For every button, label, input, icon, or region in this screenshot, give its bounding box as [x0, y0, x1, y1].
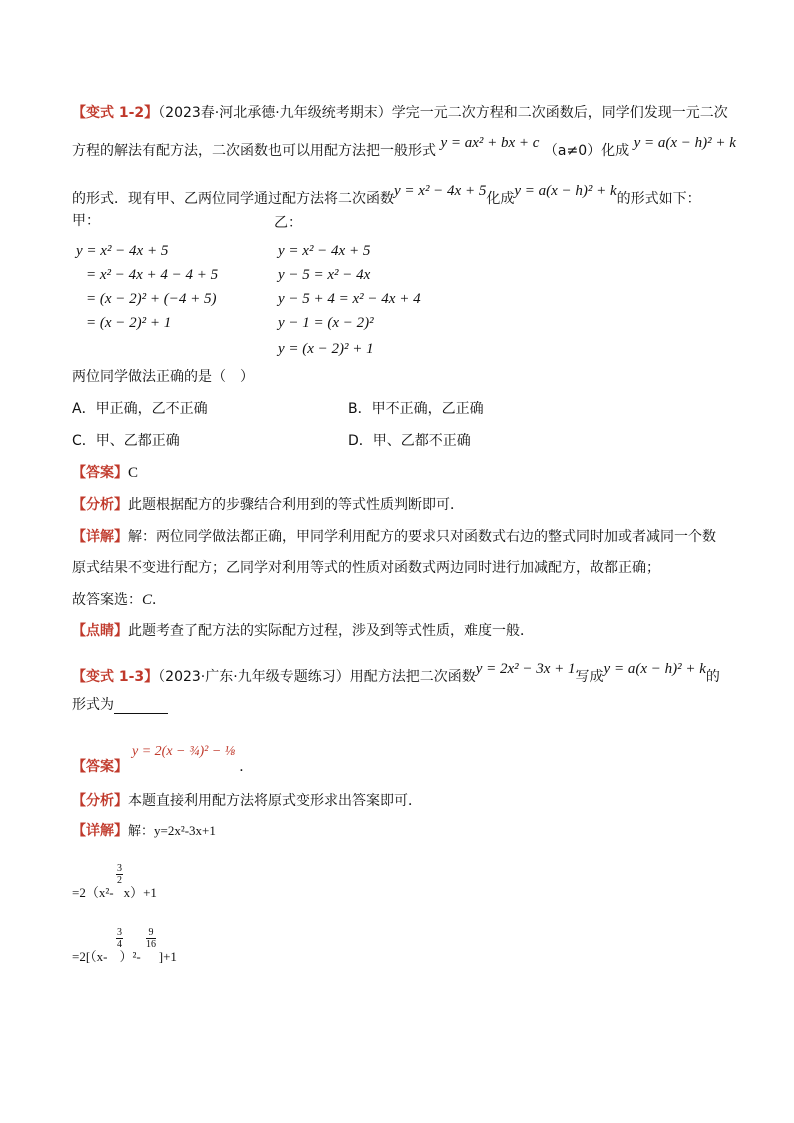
- jia-step-1: y = x² − 4x + 5: [76, 243, 169, 259]
- q13-line1: [72, 661, 720, 686]
- q12-formula-vertex: y = a(x − h)² + k: [633, 135, 736, 151]
- q13-step-2: [72, 884, 157, 902]
- q13-tag: 【变式 1-3】: [72, 669, 159, 685]
- yi-step-4: y − 1 = (x − 2)²: [278, 315, 374, 331]
- step3-fraction-1: [116, 927, 123, 950]
- q12-detail-2: 原式结果不变进行配方；乙同学对利用等式的性质对函数式两边同时进行加减配方，故都正确；: [72, 560, 660, 576]
- q12-detail-3: [72, 591, 166, 609]
- detail-3c: ．: [152, 592, 167, 608]
- point-tag: 【点睛】: [72, 623, 128, 639]
- q12-text3a: 的形式．现有甲、乙两位同学通过配方法将二次函数: [72, 191, 394, 207]
- option-b: B．甲不正确，乙正确: [348, 401, 484, 417]
- detail-tag: 【详解】: [72, 529, 128, 545]
- detail-3a: 故答案选：: [72, 592, 142, 608]
- step3a: =2[（x-: [72, 949, 108, 964]
- point-text: 此题考查了配方法的实际配方过程，涉及到等式性质，难度一般．: [128, 623, 534, 639]
- q12-detail-1: [72, 528, 716, 546]
- q12-answer: [72, 464, 138, 482]
- q12-text3c: 的形式如下：: [616, 191, 701, 207]
- q12-text2a: 方程的解法有配方法，二次函数也可以用配方法把一般形式: [72, 143, 436, 159]
- q13-step-3: [72, 948, 177, 966]
- q13-text1b: 写成: [575, 669, 604, 685]
- step2-fraction: [116, 863, 123, 886]
- q13-text2: 形式为: [72, 697, 114, 713]
- answer-tag: 【答案】: [72, 465, 128, 481]
- step3-frac2-num: 9: [146, 927, 156, 939]
- detail-3b: C: [142, 592, 153, 608]
- option-d: D．甲、乙都不正确: [348, 433, 471, 449]
- jia-step-3: = (x − 2)² + (−4 + 5): [86, 291, 217, 307]
- q12-line1: [72, 104, 728, 122]
- analysis-tag: 【分析】: [72, 497, 128, 513]
- step2a: =2（x²-: [72, 885, 114, 900]
- jia-label: 甲：: [72, 213, 100, 229]
- q12-formula-general: y = ax² + bx + c: [440, 135, 540, 151]
- q12-formula-given: y = x² − 4x + 5: [394, 183, 487, 199]
- q12-line2: [72, 135, 736, 160]
- yi-label: 乙：: [274, 215, 302, 231]
- q13-detail-text-1: 解：y=2x²-3x+1: [128, 823, 216, 838]
- q13-analysis-text: 本题直接利用配方法将原式变形求出答案即可．: [128, 793, 422, 809]
- step3-frac1-den: 4: [117, 939, 122, 950]
- q13-answer-tag: 【答案】: [72, 759, 128, 775]
- q13-formula-vertex: y = a(x − h)² + k: [603, 661, 706, 677]
- jia-step-4: = (x − 2)² + 1: [86, 315, 172, 331]
- jia-step-2: = x² − 4x + 4 − 4 + 5: [86, 267, 219, 283]
- step3c: ]+1: [158, 949, 177, 964]
- q13-analysis: [72, 792, 422, 810]
- q12-line3: [72, 183, 701, 208]
- q13-answer-formula: y = 2(x − ¾)² − ⅛: [132, 744, 236, 759]
- q12-point: [72, 622, 534, 640]
- step2b: x）+1: [123, 885, 157, 900]
- yi-step-1: y = x² − 4x + 5: [278, 243, 371, 259]
- q12-tag: 【变式 1-2】: [72, 105, 159, 121]
- answer-blank: [114, 701, 168, 714]
- q13-line2: [72, 696, 168, 714]
- q13-text1: 用配方法把二次函数: [349, 669, 476, 685]
- q13-source: （2023·广东·九年级专题练习）: [158, 669, 350, 685]
- q13-detail-1: [72, 822, 216, 840]
- yi-step-2: y − 5 = x² − 4x: [278, 267, 371, 283]
- q12-formula-vertex2: y = a(x − h)² + k: [514, 183, 617, 199]
- q12-text3b: 化成: [486, 191, 515, 207]
- step3b: ）²-: [119, 949, 141, 964]
- q13-text1c: 的: [705, 669, 720, 685]
- q12-question: 两位同学做法正确的是（ ）: [72, 369, 254, 385]
- answer-value: C: [128, 465, 139, 481]
- q12-source: （2023春·河北承德·九年级统考期末）: [158, 105, 392, 121]
- q12-text1: 学完一元二次方程和二次函数后，同学们发现一元二次: [391, 105, 728, 121]
- step2-frac-den: 2: [117, 875, 122, 886]
- q13-detail-tag: 【详解】: [72, 823, 128, 839]
- option-a: A．甲正确，乙不正确: [72, 401, 208, 417]
- yi-step-3: y − 5 + 4 = x² − 4x + 4: [278, 291, 421, 307]
- step3-frac1-num: 3: [117, 927, 122, 938]
- step2-frac-num: 3: [117, 863, 122, 874]
- q13-answer: [72, 744, 254, 777]
- detail-text-1: 解：两位同学做法都正确，甲同学利用配方的要求只对函数式右边的整式同时加或者减同一个数: [128, 529, 716, 545]
- q13-formula-given: y = 2x² − 3x + 1: [475, 661, 576, 677]
- option-c: C．甲、乙都正确: [72, 433, 180, 449]
- q13-answer-end: ．: [239, 759, 254, 775]
- yi-step-5: y = (x − 2)² + 1: [278, 341, 374, 357]
- analysis-text: 此题根据配方的步骤结合利用到的等式性质判断即可．: [128, 497, 464, 513]
- step3-frac2-den: 16: [146, 939, 156, 950]
- q12-analysis: [72, 496, 464, 514]
- step3-fraction-2: [146, 927, 156, 950]
- q12-cond: （a≠0）化成: [543, 143, 630, 159]
- q13-analysis-tag: 【分析】: [72, 793, 128, 809]
